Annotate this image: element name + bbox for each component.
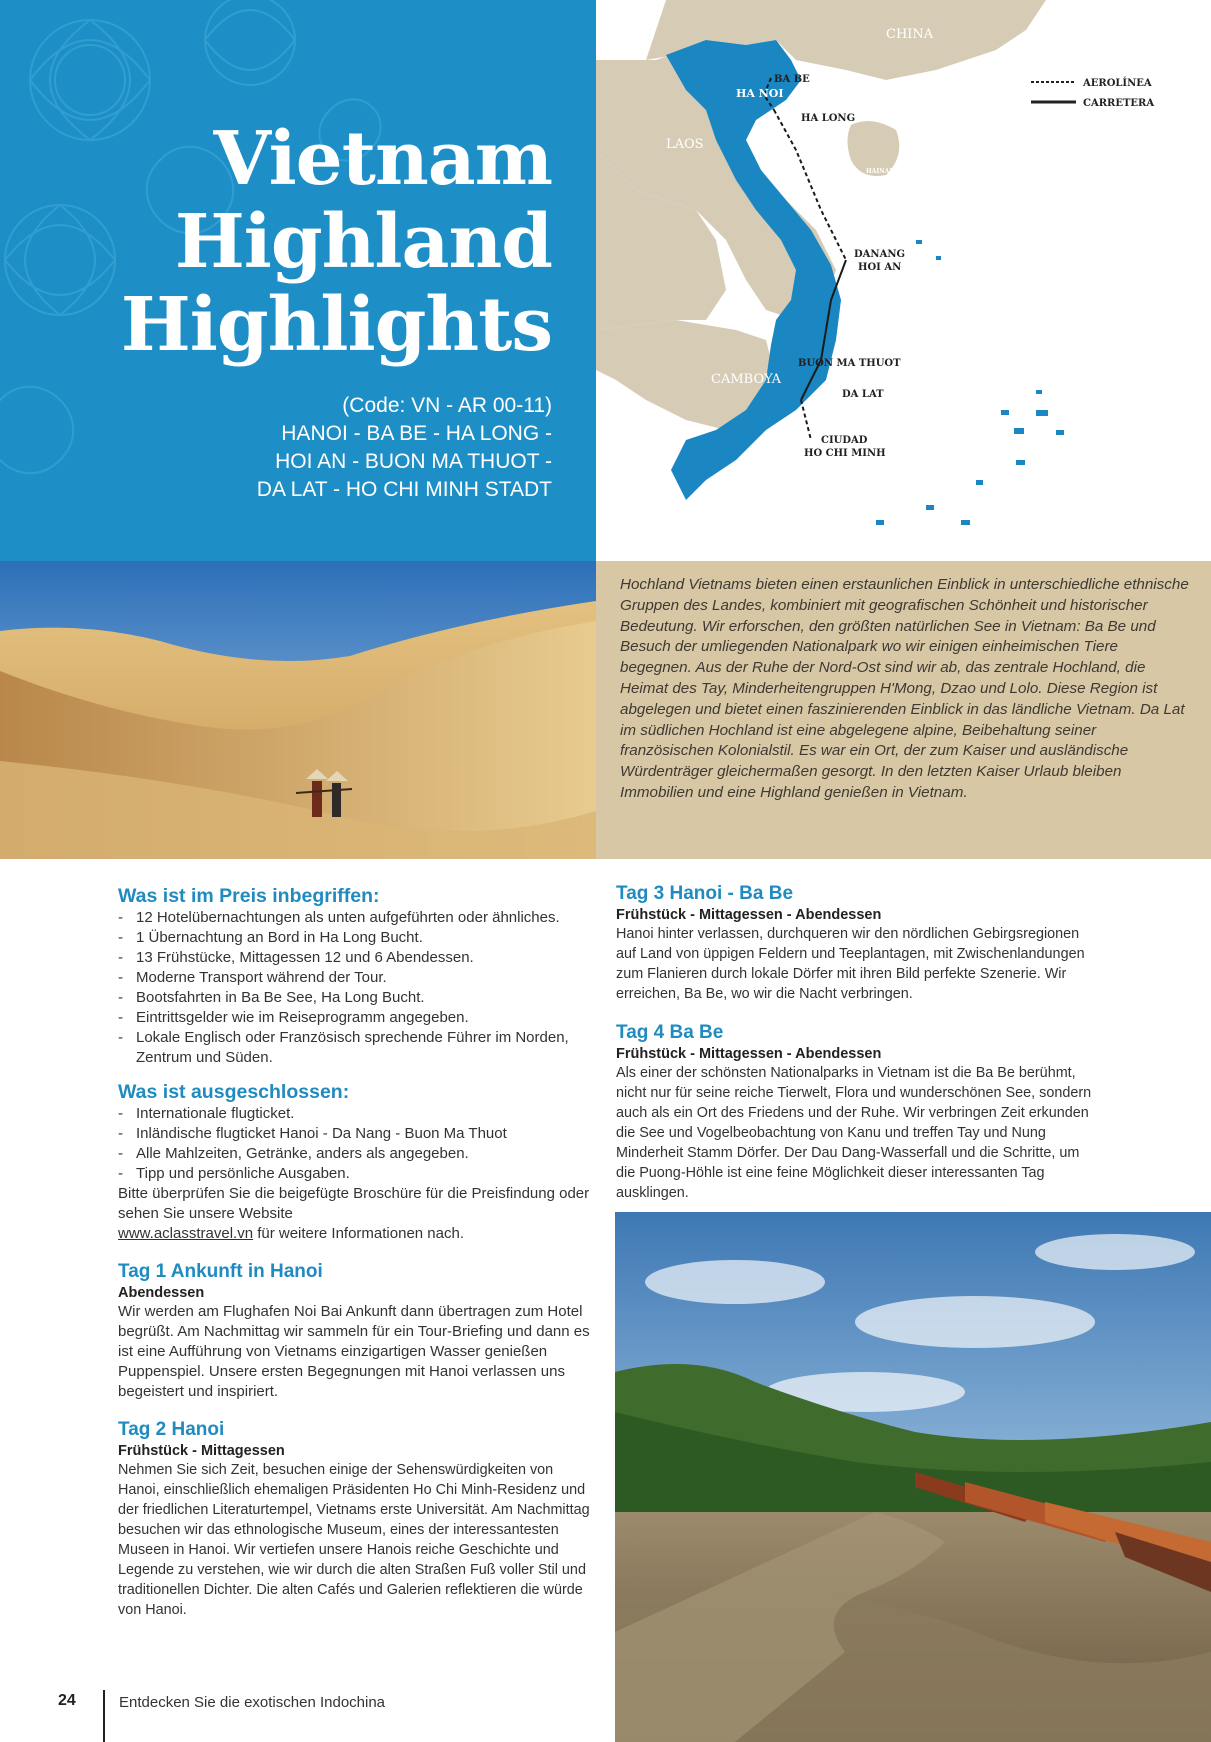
route-line-1: HANOI - BA BE - HA LONG - — [281, 422, 552, 445]
list-item: - 1 Übernachtung an Bord in Ha Long Bucht. — [118, 928, 596, 948]
label-hochiminh: HO CHI MINH — [804, 448, 886, 459]
day2-section — [118, 1418, 596, 1620]
list-item: - Bootsfahrten in Ba Be See, Ha Long Bucht. — [118, 988, 596, 1008]
list-item: - Tipp und persönliche Ausgaben. — [118, 1164, 596, 1184]
label-dalat: DA LAT — [842, 389, 884, 400]
website-note-tail: für weitere Informationen nach. — [253, 1225, 464, 1242]
day1-meals: Abendessen — [118, 1285, 205, 1301]
hero-panel — [0, 0, 596, 561]
intro-text: Hochland Vietnams bieten einen erstaunlichen Einblick in unterschiedliche ethnische Gruppen des Landes, kombiniert mit geografischen Schönheit und historischer Bedeutung. Wir erforschen, den größten natürlichen See in Vietnam: Ba Be und Besuch der umliegenden Nationalpark wo wir einigen einheimischen Tiere begegnen. Aus der Ruhe der Nord-Ost sind wir ab, das zentrale Hochland, die Heimat des Tay, Minderheitengruppen H'Mong, Dzao und Lolo. Diese Region ist abgelegen und bietet einen faszinierenden Einblick in das ländliche Vietnam. Da Lat im südlichen Hochland ist eine abgelegene alpine, Beibehaltung seiner französischen Kolonialstil. Es war ein Ort, der zum Kaiser und ausländische Würdenträger gleichermaßen gesorgt. In den letzten Kaiser Urlaub bleiben Immobilien und eine Highland genießen in Vietnam. — [620, 576, 1189, 801]
day4-meals: Frühstück - Mittagessen - Abendessen — [616, 1046, 882, 1062]
list-item: - Moderne Transport während der Tour. — [118, 968, 596, 988]
legend-road: CARRETERA — [1083, 98, 1155, 109]
day4-section — [616, 1021, 1096, 1203]
desert-photo — [0, 561, 596, 859]
subtitle-block — [32, 392, 552, 504]
day4-text: Als einer der schönsten Nationalparks in Vietnam ist die Ba Be berühmt, nicht nur für seine reiche Tierwelt, Flora und wunderschönen See, sondern auch als ein Ort des Friedens und der Ruhe. Wir verbringen Zeit erkunden die See und Vogelbeobachtung von Kanu und treffen Tay und Nung Minderheit Stamm Dörfer. Der Dau Dang-Wasserfall und die Schritte, um die Puong-Höhle ist eine feine Möglichkeit dieser interessanten Tag ausklingen. — [616, 1065, 1092, 1201]
day3-title: Tag 3 Hanoi - Ba Be — [616, 883, 794, 904]
day1-text: Wir werden am Flughafen Noi Bai Ankunft dann übertragen zum Hotel begrüßt. Am Nachmittag wir sammeln für ein Tour-Briefing und dann es ist eine Aufführung von Vietnams einzigartigen Wasser genießen Puppenspiel. Unsere ersten Begegnungen mit Hanoi verlassen uns begeistert und inspiriert. — [118, 1303, 590, 1400]
day3-text: Hanoi hinter verlassen, durchqueren wir den nördlichen Gebirgsregionen auf Land von üppigen Feldern und Teeplantagen, mit Zwischenlandungen zum Flanieren durch lokale Dörfer mit ihren Bild perfekte Szenerie. Wir erreichen, Ba Be, wo wir die Nacht verbringen. — [616, 926, 1085, 1002]
route-line-3: DA LAT - HO CHI MINH STADT — [256, 478, 552, 501]
footer-divider — [103, 1690, 105, 1742]
day3-section — [616, 882, 1096, 1004]
day4-title: Tag 4 Ba Be — [616, 1022, 724, 1043]
excluded-list — [118, 1104, 596, 1184]
list-item: - Lokale Englisch oder Französisch sprechende Führer im Norden, Zentrum und Süden. — [118, 1028, 596, 1068]
included-heading: Was ist im Preis inbegriffen: — [118, 885, 380, 907]
label-laos: LAOS — [666, 137, 704, 152]
label-danang: DANANG — [854, 249, 906, 260]
list-item: - Alle Mahlzeiten, Getränke, anders als angegeben. — [118, 1144, 596, 1164]
list-item: - 12 Hotelübernachtungen als unten aufgeführten oder ähnliches. — [118, 908, 596, 928]
legend-air: AEROLÍNEA — [1083, 78, 1152, 89]
day1-title: Tag 1 Ankunft in Hanoi — [118, 1261, 323, 1282]
list-item: - Internationale flugticket. — [118, 1104, 596, 1124]
title-line-2: Highland — [174, 199, 552, 285]
label-camboya: CAMBOYA — [711, 372, 782, 387]
included-list — [118, 908, 596, 1068]
label-hainan: HAINAN — [866, 168, 895, 175]
included-section — [118, 884, 596, 1068]
label-ciudad: CIUDAD — [821, 435, 868, 446]
label-hanoi: HA NOI — [736, 87, 784, 100]
day1-section — [118, 1260, 596, 1402]
day2-text: Nehmen Sie sich Zeit, besuchen einige der Sehenswürdigkeiten von Hanoi, einschließlich ehemaligen Präsidenten Ho Chi Minh-Residenz und der friedlichen Literaturtempel, Vietnams erste Universität. Am Nachmittag besuchen wir das ethnologische Museum, eines der interessantesten Museen in Hanoi. Wir vertiefen unsere Hanois reiche Geschichte und Legende zu verstehen, wie wir durch die alten Straßen Fuß voller Stil und traditionellen Dichter. Die alten Cafés und Galerien reflektieren die würde von Hanoi. — [118, 1462, 590, 1618]
route-line-2: HOI AN - BUON MA THUOT - — [275, 450, 552, 473]
title-block — [32, 118, 552, 367]
excluded-section — [118, 1080, 596, 1244]
label-babe: BA BE — [774, 74, 810, 85]
day3-meals: Frühstück - Mittagessen - Abendessen — [616, 907, 882, 923]
footer-text: Entdecken Sie die exotischen Indochina — [119, 1694, 386, 1711]
tour-code: (Code: VN - AR 00-11) — [342, 394, 552, 417]
list-item: - Eintrittsgelder wie im Reiseprogramm angegeben. — [118, 1008, 596, 1028]
label-buonmathuot: BUON MA THUOT — [798, 358, 901, 369]
label-halong: HA LONG — [801, 113, 856, 124]
website-link[interactable]: www.aclasstravel.vn — [118, 1225, 254, 1242]
title-line-1: Vietnam — [213, 116, 552, 202]
title-line-3: Highlights — [120, 282, 552, 368]
excluded-heading: Was ist ausgeschlossen: — [118, 1081, 350, 1103]
route-map — [596, 0, 1211, 561]
intro-panel — [596, 561, 1211, 859]
page-number: 24 — [58, 1692, 76, 1709]
day2-title: Tag 2 Hanoi — [118, 1419, 225, 1440]
list-item: - 13 Frühstücke, Mittagessen 12 und 6 Abendessen. — [118, 948, 596, 968]
list-item: - Inländische flugticket Hanoi - Da Nang - Buon Ma Thuot — [118, 1124, 596, 1144]
website-note-text: Bitte überprüfen Sie die beigefügte Broschüre für die Preisfindung oder sehen Sie unsere Website — [118, 1185, 590, 1222]
website-note — [118, 1184, 596, 1244]
day2-meals: Frühstück - Mittagessen — [118, 1443, 285, 1459]
label-hoian: HOI AN — [858, 262, 902, 273]
label-china: CHINA — [886, 27, 934, 42]
beach-photo — [615, 1212, 1211, 1742]
